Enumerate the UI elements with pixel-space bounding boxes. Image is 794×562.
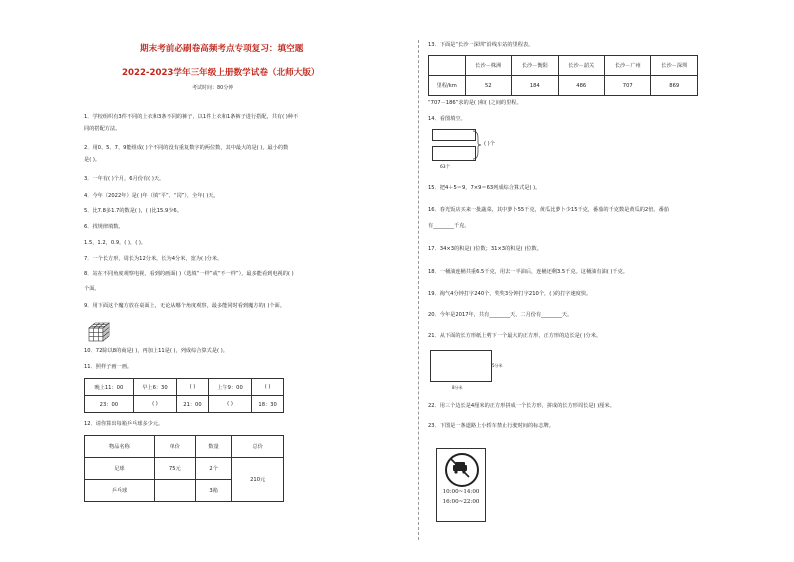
- rect-length-label: 8分米: [452, 385, 463, 390]
- question-13-prompt: “707－186”求的是( )和( )之间的里程。: [428, 100, 522, 106]
- table-header: 单价: [154, 436, 195, 458]
- table-header: 长沙－韶关: [558, 56, 604, 76]
- question-16-line2: 有________千克。: [428, 223, 470, 229]
- question-17: 17．34×3的积是( )位数；31×3的积是( )位数。: [428, 246, 542, 252]
- no-car-icon: [445, 453, 479, 487]
- question-20: 20．今年是2017年，共有________天，二月份有________天。: [428, 312, 573, 318]
- rubiks-cube-icon: [88, 322, 110, 342]
- table-cell: 21：00: [177, 396, 209, 413]
- table-cell: 乒乓球: [85, 480, 155, 502]
- table-header: [429, 56, 466, 76]
- time-table: [84, 378, 284, 413]
- question-18: 18．一桶油连桶共重6.5千克，用去一半油后，连桶还剩3.5千克。这桶油有油( )千克。: [428, 269, 628, 275]
- table-cell: 足球: [85, 458, 155, 480]
- table-header: 长沙－衡阳: [512, 56, 558, 76]
- table-cell[interactable]: ( ): [177, 379, 209, 396]
- price-table: [84, 435, 284, 502]
- question-1-line2: 同的搭配方法。: [84, 126, 121, 132]
- table-cell: 里程/km: [429, 76, 466, 96]
- table-cell: 上午9：00: [208, 379, 251, 396]
- question-5: 5．比7.8多1.7的数是( )，( )比15.9少6。: [84, 208, 182, 214]
- question-11: 11．照样子画一画。: [84, 364, 133, 370]
- sign-time-1: 10:00~14:00: [442, 489, 480, 495]
- question-10: 10．72除以8的商是( )，再加上11是( )，列成综合算式是( )。: [84, 348, 228, 354]
- question-13: 13．下面是“长沙一深圳”沿线车站的里程表。: [428, 42, 534, 48]
- question-7: 7．一个长方形，周长为12分米，长为4分米，宽为( )分米。: [84, 256, 223, 262]
- table-cell: 486: [558, 76, 604, 96]
- question-22: 22．用三个边长是4厘米的正方形拼成一个长方形，拼成的长方形周长是( )厘米。: [428, 403, 615, 409]
- table-row: [85, 396, 284, 413]
- brace-icon: [472, 130, 482, 160]
- bar-top: [432, 129, 476, 141]
- question-8-line1: 8．站在不同角度观察电视，看到的画面( )（选填“一样”或“不一样”），最多能看到电视的( ): [84, 271, 294, 277]
- table-row: [85, 379, 284, 396]
- traffic-sign: [436, 448, 486, 522]
- table-cell[interactable]: ( ): [133, 396, 176, 413]
- table-row: [85, 458, 284, 480]
- table-cell: 184: [512, 76, 558, 96]
- table-cell: 2个: [195, 458, 232, 480]
- bar-bottom: [432, 146, 476, 161]
- page-title: 期末考前必刷卷高频考点专项复习：填空题: [140, 44, 304, 54]
- table-cell: 52: [465, 76, 511, 96]
- column-divider: [418, 40, 419, 540]
- table-header: 长沙－广州: [604, 56, 650, 76]
- question-2-line1: 2．用0、5、7、9能组成( )个不同的没有重复数字的两位数，其中最大的是( )，最小的数: [84, 145, 289, 151]
- table-header: 长沙－株洲: [465, 56, 511, 76]
- table-cell[interactable]: ( ): [208, 396, 251, 413]
- question-15: 15．把4＋5＝9，7×9＝63列成综合算式是( )。: [428, 185, 541, 191]
- bar-bottom-label: 63个: [440, 165, 450, 170]
- table-cell: 707: [604, 76, 650, 96]
- question-19: 19．淘气4分钟打字240个，奖奖3分钟打字210个，( )的打字速度快。: [428, 291, 592, 297]
- table-row: [429, 56, 698, 76]
- question-6: 6．找规律填数。: [84, 224, 124, 230]
- bar-total-label[interactable]: ( )个: [484, 141, 495, 147]
- table-cell[interactable]: [154, 480, 195, 502]
- table-cell: 晚上11：00: [85, 379, 134, 396]
- table-cell: 3箱: [195, 480, 232, 502]
- rect-width-label: 5分米: [492, 363, 503, 368]
- question-21: 21．从下面的长方形纸上剪下一个最大的正方形，正方形的边长是( )分米。: [428, 333, 602, 339]
- table-cell: 18：30: [252, 396, 284, 413]
- table-cell: 869: [651, 76, 698, 96]
- question-23: 23．下图是一条道路上小轿车禁止行驶时间的标志牌。: [428, 423, 554, 429]
- table-cell[interactable]: ( ): [252, 379, 284, 396]
- question-6-sequence: 1.5，1.2，0.9，( )，( )。: [84, 240, 147, 246]
- question-4: 4．今年（2022年）是( )年（填“平”、“闰”），全年( )天。: [84, 193, 219, 199]
- sign-time-2: 16:00~22:00: [442, 499, 480, 505]
- question-9: 9．用下面这个魔方放在桌面上，无论从哪个角度观察，最多能同时看到魔方的( )个面。: [84, 303, 285, 309]
- question-14: 14．看图填空。: [428, 116, 466, 122]
- distance-table: [428, 55, 698, 96]
- table-row: [85, 436, 284, 458]
- question-8-line2: 个面。: [84, 286, 100, 292]
- table-header: 长沙－深圳: [651, 56, 698, 76]
- table-cell: 210元: [232, 458, 284, 502]
- paper-rectangle: [430, 350, 492, 382]
- table-row: [429, 76, 698, 96]
- question-12: 12．请你算出每箱乒乓球多少元。: [84, 421, 164, 427]
- question-3: 3．一年有( )个月，6月份有( )天。: [84, 176, 165, 182]
- question-1-line1: 1．学校组织有3件不同的上衣和3条不同的裤子，以1件上衣和1条裤子进行搭配，共有( )种不: [84, 114, 299, 120]
- table-header: 物品名称: [85, 436, 155, 458]
- exam-time: 考试时间：80分钟: [192, 85, 234, 91]
- table-cell: 75元: [154, 458, 195, 480]
- table-cell: 23：00: [85, 396, 134, 413]
- page-subtitle: 2022-2023学年三年级上册数学试卷（北师大版）: [122, 68, 320, 78]
- table-header: 总价: [232, 436, 284, 458]
- table-cell: 早上6：30: [133, 379, 176, 396]
- question-16-line1: 16．春光饭店买来一批蔬菜，其中萝卜55千克，黄瓜比萝卜少15千克，番茄的千克数是黄瓜的2倍。番茄: [428, 207, 669, 213]
- question-2-line2: 是( )。: [84, 157, 101, 163]
- table-header: 数量: [195, 436, 232, 458]
